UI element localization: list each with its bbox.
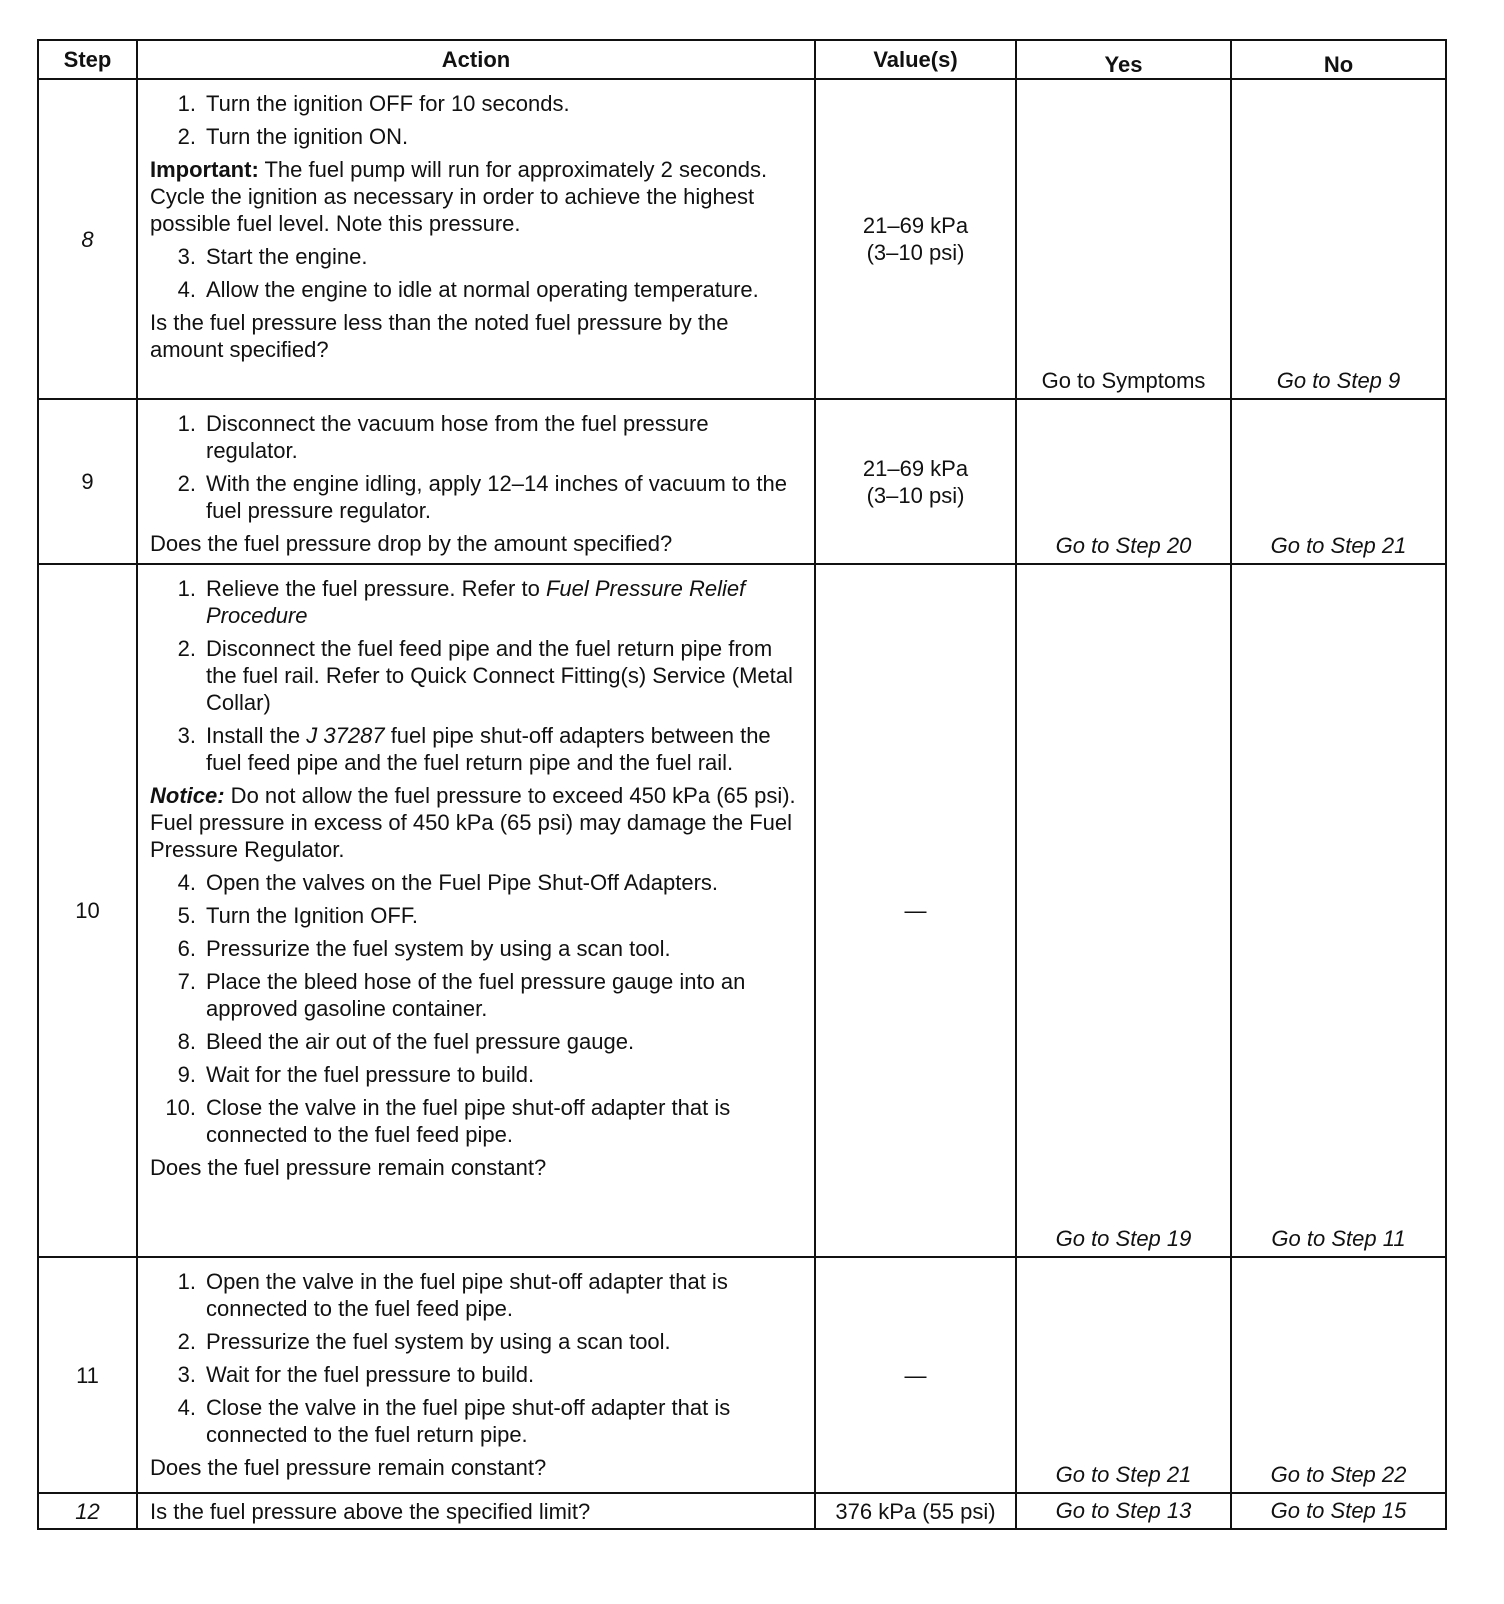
header-no: No [1231, 40, 1446, 79]
diagnostic-table [37, 39, 1447, 1530]
action-cell [137, 79, 815, 399]
yes-text: Go to Symptoms [1041, 368, 1206, 393]
value-line: (3–10 psi) [866, 482, 965, 508]
step-number: 9 [38, 399, 137, 564]
step-number: 8 [38, 79, 137, 399]
notice-note: Notice: Do not allow the fuel pressure to exceed 450 kPa (65 psi). Fuel pressure in excess of 450 kPa (65 psi) may damage the Fuel Pressure Regulator. [150, 783, 796, 862]
list-item: 2. With the engine idling, apply 12–14 inches of vacuum to the fuel pressure regulator. [177, 471, 787, 523]
value-cell [815, 399, 1016, 564]
no-cell [1231, 1493, 1446, 1529]
value-cell: — [815, 1257, 1016, 1493]
question: Does the fuel pressure remain constant? [150, 1155, 547, 1180]
list-item: 1. Relieve the fuel pressure. Refer to Fuel Pressure Relief Procedure [177, 576, 746, 628]
yes-link: Go to Step 21 [1055, 1462, 1192, 1487]
table-row [38, 1257, 1446, 1493]
list-item: 4. Close the valve in the fuel pipe shut-off adapter that is connected to the fuel return pipe. [177, 1395, 731, 1447]
action-cell [137, 1493, 815, 1529]
list-item: 2. Disconnect the fuel feed pipe and the fuel return pipe from the fuel rail. Refer to Quick Connect Fitting(s) Service (Metal Collar) [177, 636, 793, 715]
yes-link: Go to Step 13 [1055, 1498, 1192, 1523]
list-item: 2. Turn the ignition ON. [177, 124, 409, 149]
list-item: 1. Turn the ignition OFF for 10 seconds. [177, 91, 570, 116]
list-item: 3. Start the engine. [177, 244, 368, 269]
step-number: 12 [38, 1493, 137, 1529]
value-cell [815, 79, 1016, 399]
no-link: Go to Step 9 [1276, 368, 1401, 393]
list-item: 5. Turn the Ignition OFF. [177, 903, 418, 928]
yes-cell [1016, 564, 1231, 1257]
step-number: 11 [38, 1257, 137, 1493]
table-row [38, 1493, 1446, 1529]
header-yes: Yes [1016, 40, 1231, 79]
yes-link: Go to Step 19 [1055, 1226, 1192, 1251]
list-item: 3. Wait for the fuel pressure to build. [177, 1362, 535, 1387]
no-cell [1231, 399, 1446, 564]
list-item: 6. Pressurize the fuel system by using a scan tool. [177, 936, 671, 961]
yes-cell [1016, 399, 1231, 564]
list-item: 1. Disconnect the vacuum hose from the fuel pressure regulator. [177, 411, 709, 463]
no-cell [1231, 1257, 1446, 1493]
action-cell [137, 399, 815, 564]
no-link: Go to Step 11 [1271, 1226, 1406, 1251]
action-cell [137, 564, 815, 1257]
value-line: 21–69 kPa [862, 455, 969, 481]
table-row [38, 79, 1446, 399]
list-item: 1. Open the valve in the fuel pipe shut-off adapter that is connected to the fuel feed pipe. [177, 1269, 728, 1321]
table-row [38, 564, 1446, 1257]
question: Does the fuel pressure drop by the amount specified? [150, 531, 673, 556]
question: Is the fuel pressure less than the noted fuel pressure by the amount specified? [150, 310, 729, 362]
question: Does the fuel pressure remain constant? [150, 1455, 547, 1480]
list-item: 8. Bleed the air out of the fuel pressure gauge. [177, 1029, 635, 1054]
value-cell: 376 kPa (55 psi) [815, 1493, 1016, 1529]
table-row [38, 399, 1446, 564]
list-item: 10. Close the valve in the fuel pipe shut-off adapter that is connected to the fuel feed pipe. [165, 1095, 731, 1147]
yes-cell [1016, 1493, 1231, 1529]
yes-link: Go to Step 20 [1055, 533, 1192, 558]
value-line: 21–69 kPa [862, 213, 969, 238]
no-link: Go to Step 22 [1270, 1462, 1407, 1487]
list-item: 3. Install the J 37287 fuel pipe shut-off adapters between the fuel feed pipe and the fuel return pipe and the fuel rail. [177, 723, 771, 775]
header-values: Value(s) [815, 40, 1016, 79]
list-item: 4. Open the valves on the Fuel Pipe Shut-Off Adapters. [177, 870, 719, 895]
value-line: (3–10 psi) [866, 240, 965, 265]
list-item: 7. Place the bleed hose of the fuel pressure gauge into an approved gasoline container. [177, 969, 746, 1021]
yes-cell [1016, 79, 1231, 399]
header-row [38, 40, 1446, 79]
no-cell [1231, 79, 1446, 399]
action-cell [137, 1257, 815, 1493]
no-link: Go to Step 21 [1270, 533, 1407, 558]
question: Is the fuel pressure above the specified limit? [150, 1499, 591, 1524]
no-link: Go to Step 15 [1270, 1498, 1407, 1523]
header-step: Step [38, 40, 137, 79]
list-item: 9. Wait for the fuel pressure to build. [177, 1062, 535, 1087]
yes-cell [1016, 1257, 1231, 1493]
header-action: Action [137, 40, 815, 79]
value-cell: — [815, 564, 1016, 1257]
important-note: Important: The fuel pump will run for approximately 2 seconds. Cycle the ignition as necessary in order to achieve the highest possible fuel level. Note this pressure. [150, 157, 768, 236]
list-item: 2. Pressurize the fuel system by using a scan tool. [177, 1329, 671, 1354]
list-item: 4. Allow the engine to idle at normal operating temperature. [177, 277, 759, 302]
step-number: 10 [38, 564, 137, 1257]
no-cell [1231, 564, 1446, 1257]
